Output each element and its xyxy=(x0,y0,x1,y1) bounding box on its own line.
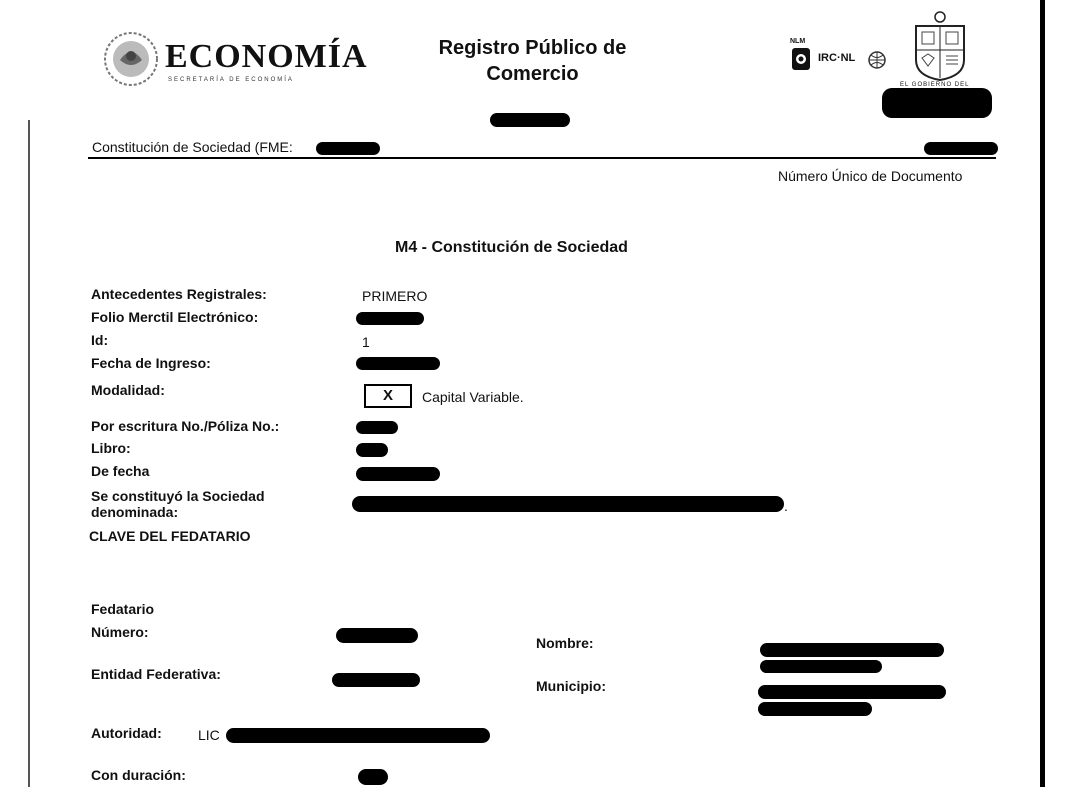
fecha-ingreso-label: Fecha de Ingreso: xyxy=(91,355,211,371)
redaction-bar xyxy=(760,643,944,657)
form-heading: M4 - Constitución de Sociedad xyxy=(395,239,628,256)
state-coat-of-arms-icon xyxy=(910,10,970,82)
entidad-federativa-label: Entidad Federativa: xyxy=(91,666,221,682)
antecedentes-value: PRIMERO xyxy=(362,288,428,304)
autoridad-value: LIC xyxy=(198,727,220,743)
capital-variable-checkbox: X xyxy=(364,384,412,408)
constituyo-period: . xyxy=(784,498,788,514)
title-line-2: Comercio xyxy=(486,63,579,85)
economia-logo-text: ECONOMÍA xyxy=(165,38,368,75)
redaction-bar xyxy=(356,467,440,481)
constituyo-label-line-2: denominada: xyxy=(91,504,179,520)
redaction-bar xyxy=(758,702,872,716)
libro-label: Libro: xyxy=(91,440,131,456)
antecedentes-label: Antecedentes Registrales: xyxy=(91,286,267,302)
fedatario-label: Fedatario xyxy=(91,601,155,617)
redaction-bar xyxy=(758,685,946,699)
constitucion-fme-label: Constitución de Sociedad (FME: xyxy=(92,139,293,155)
nlm-label: NLM xyxy=(790,38,806,45)
globe-emblem-icon xyxy=(866,50,888,70)
seal-caption: EL GOBIERNO DEL xyxy=(900,82,970,88)
folio-label: Folio Merctil Electrónico: xyxy=(91,309,259,325)
constituyo-label-line-1: Se constituyó la Sociedad xyxy=(91,488,265,504)
redaction-bar xyxy=(356,312,424,325)
modalidad-label: Modalidad: xyxy=(91,382,165,398)
irc-nl-label: IRC·NL xyxy=(818,52,856,64)
redaction-bar xyxy=(316,142,380,155)
redaction-bar xyxy=(356,443,388,457)
autoridad-label: Autoridad: xyxy=(91,725,162,741)
title-line-1: Registro Público de xyxy=(438,37,627,59)
duracion-label: Con duración: xyxy=(91,767,186,783)
document-title xyxy=(410,35,655,87)
redaction-bar xyxy=(924,142,998,155)
de-fecha-label: De fecha xyxy=(91,463,150,479)
redaction-bar xyxy=(226,728,490,743)
modalidad-value: Capital Variable. xyxy=(422,389,524,405)
id-value: 1 xyxy=(362,334,370,350)
redaction-bar xyxy=(356,357,440,370)
numero-label: Número: xyxy=(91,624,149,640)
id-label: Id: xyxy=(91,332,109,348)
redaction-bar xyxy=(490,113,570,127)
escritura-label: Por escritura No./Póliza No.: xyxy=(91,418,280,434)
redaction-bar xyxy=(882,88,992,118)
numero-unico-label: Número Único de Documento xyxy=(778,168,963,184)
clave-fedatario-label: CLAVE DEL FEDATARIO xyxy=(89,528,251,544)
page-border-right xyxy=(1040,0,1045,787)
redaction-bar xyxy=(332,673,420,687)
constituyo-label xyxy=(91,488,265,520)
nombre-label: Nombre: xyxy=(536,635,594,651)
redaction-bar xyxy=(358,769,388,785)
nlm-logo-icon xyxy=(790,44,814,72)
redaction-bar xyxy=(760,660,882,673)
page-border-left xyxy=(28,120,30,787)
redaction-bar xyxy=(356,421,398,434)
header-rule xyxy=(88,157,996,159)
municipio-label: Municipio: xyxy=(536,678,606,694)
redaction-bar xyxy=(352,496,784,512)
economia-logo-subtitle: SECRETARÍA DE ECONOMÍA xyxy=(168,77,294,83)
economia-seal-icon xyxy=(102,30,160,88)
redaction-bar xyxy=(336,628,418,643)
